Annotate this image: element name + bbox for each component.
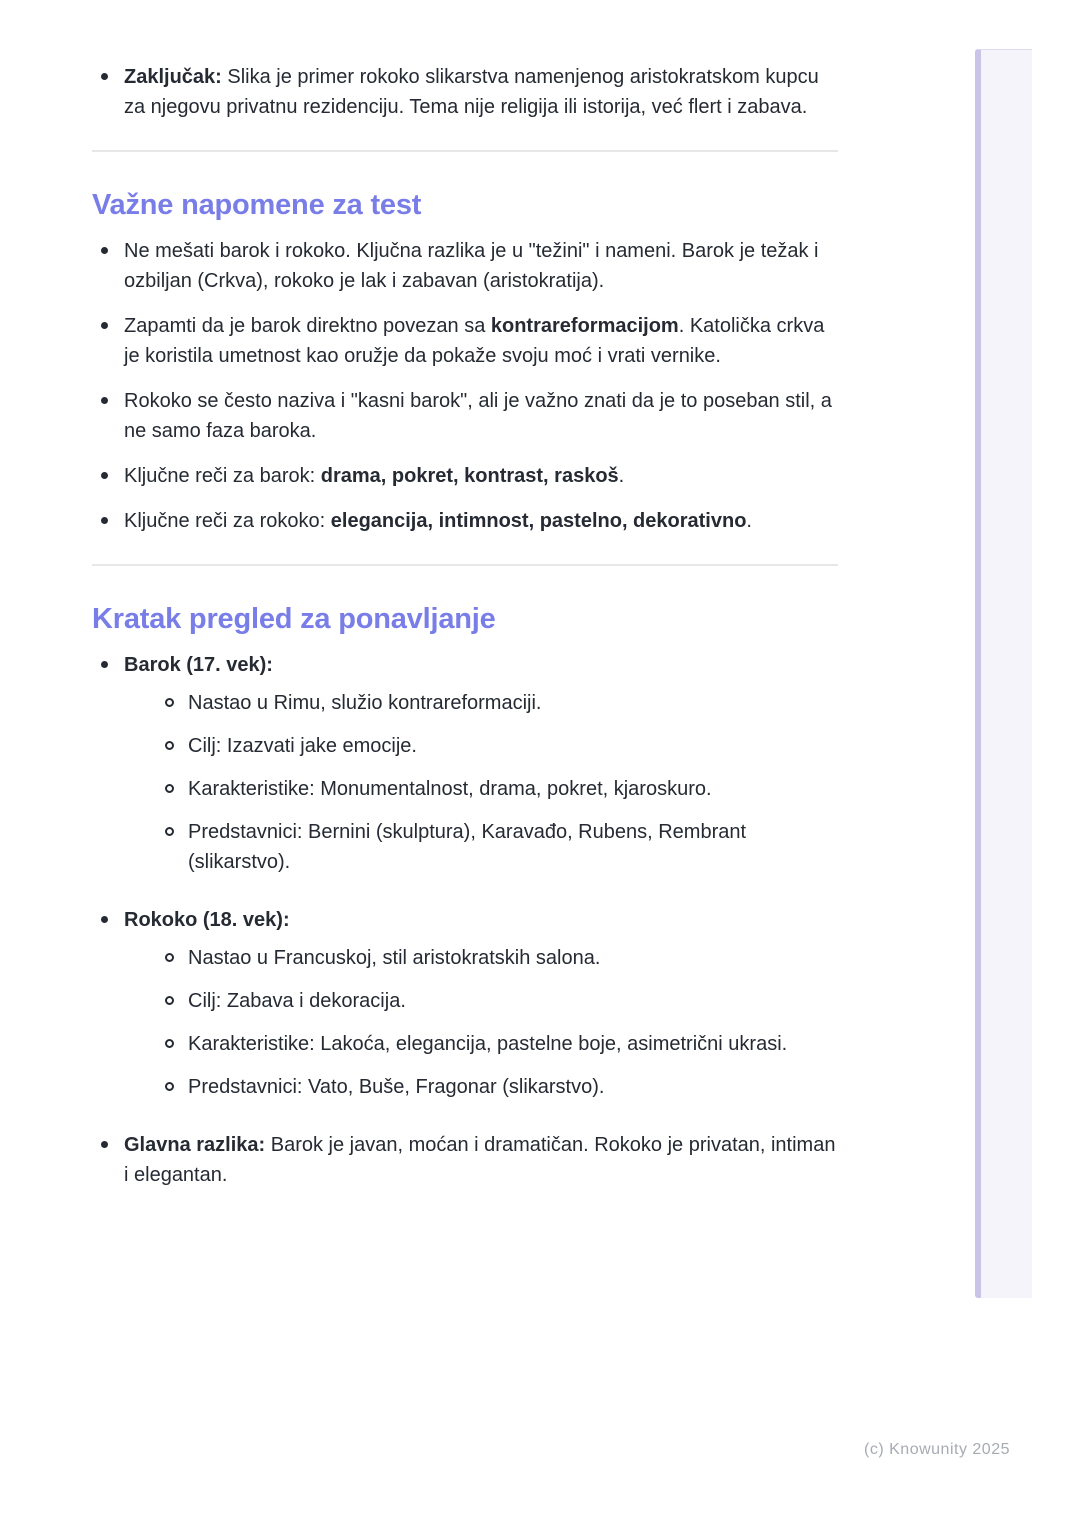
emphasis-text: Glavna razlika: bbox=[124, 1134, 266, 1156]
list-item: Glavna razlika: Barok je javan, moćan i dramatičan. Rokoko je privatan, intiman i elegantan. bbox=[92, 1130, 838, 1190]
bullet-list bbox=[92, 62, 838, 122]
emphasis-text: Barok (17. vek): bbox=[124, 654, 273, 676]
list-item: Ključne reči za barok: drama, pokret, kontrast, raskoš. bbox=[92, 461, 838, 491]
section-divider bbox=[92, 150, 838, 152]
sub-list-item: Karakteristike: Lakoća, elegancija, pastelne boje, asimetrični ukrasi. bbox=[156, 1029, 838, 1059]
section-heading: Važne napomene za test bbox=[92, 189, 422, 221]
list-item: Ne mešati barok i rokoko. Ključna razlika je u "težini" i nameni. Barok je težak i ozbiljan (Crkva), rokoko je lak i zabavan (aristokratija). bbox=[92, 236, 838, 296]
list-item: Zaključak: Slika je primer rokoko slikarstva namenjenog aristokratskom kupcu za njegovu privatnu rezidenciju. Tema nije religija ili istorija, već flert i zabava. bbox=[92, 62, 838, 122]
sub-list-item: Karakteristike: Monumentalnost, drama, pokret, kjaroskuro. bbox=[156, 774, 838, 804]
emphasis-text: drama, pokret, kontrast, raskoš bbox=[320, 465, 619, 487]
emphasis-text: Zaključak: bbox=[124, 66, 222, 88]
sub-bullet-list bbox=[156, 943, 838, 1102]
emphasis-text: elegancija, intimnost, pastelno, dekorativno bbox=[330, 510, 747, 532]
list-item bbox=[92, 905, 838, 1102]
bullet-list bbox=[92, 236, 838, 536]
sub-bullet-list bbox=[156, 688, 838, 877]
sub-list-item: Nastao u Rimu, služio kontrareformaciji. bbox=[156, 688, 838, 718]
sub-list-item: Predstavnici: Vato, Buše, Fragonar (slikarstvo). bbox=[156, 1072, 838, 1102]
sub-list-item: Cilj: Zabava i dekoracija. bbox=[156, 986, 838, 1016]
bullet-list bbox=[92, 650, 838, 1190]
list-item: Zapamti da je barok direktno povezan sa kontrareformacijom. Katolička crkva je koristila umetnost kao oružje da pokaže svoju moć i vrati vernike. bbox=[92, 311, 838, 371]
list-item: Ključne reči za rokoko: elegancija, intimnost, pastelno, dekorativno. bbox=[92, 506, 838, 536]
document-content bbox=[92, 52, 838, 1205]
sub-list-item: Cilj: Izazvati jake emocije. bbox=[156, 731, 838, 761]
list-item: Rokoko se često naziva i "kasni barok", ali je važno znati da je to poseban stil, a ne samo faza baroka. bbox=[92, 386, 838, 446]
list-item bbox=[92, 650, 838, 877]
sub-list-item: Predstavnici: Bernini (skulptura), Karavađo, Rubens, Rembrant (slikarstvo). bbox=[156, 817, 838, 877]
page-edge-panel bbox=[975, 49, 1032, 1298]
section-divider bbox=[92, 564, 838, 566]
copyright-footer: (c) Knowunity 2025 bbox=[864, 1441, 1010, 1458]
emphasis-text: Rokoko (18. vek): bbox=[124, 909, 290, 931]
section-heading: Kratak pregled za ponavljanje bbox=[92, 603, 496, 635]
sub-list-item: Nastao u Francuskoj, stil aristokratskih salona. bbox=[156, 943, 838, 973]
emphasis-text: kontrareformacijom bbox=[490, 315, 679, 337]
